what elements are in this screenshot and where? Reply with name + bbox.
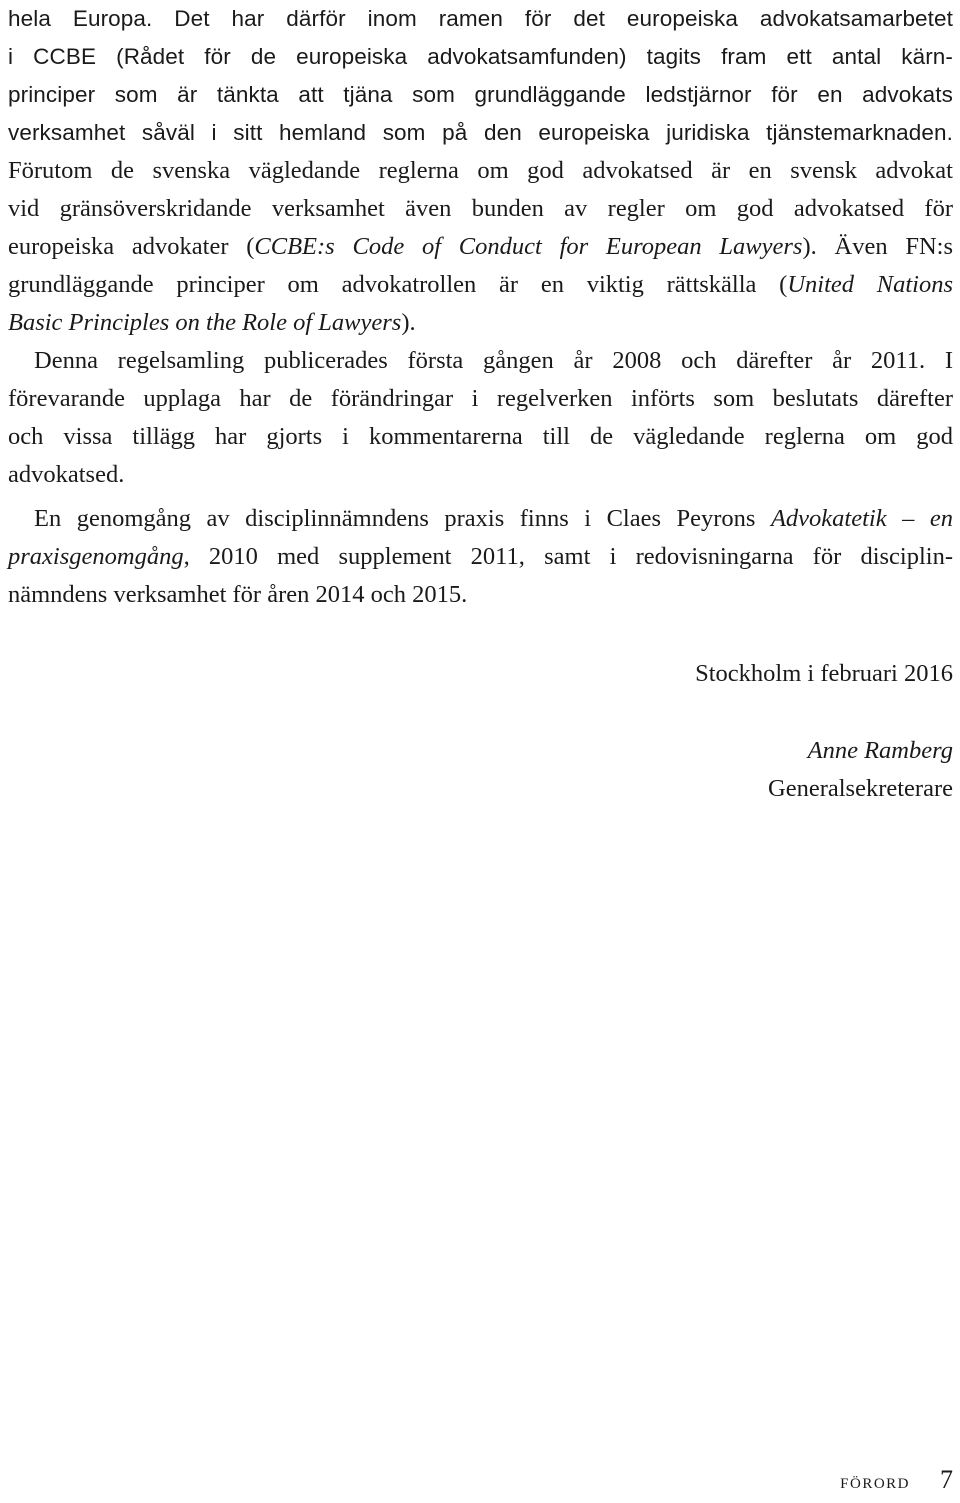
paragraph-line xyxy=(8,500,953,538)
paragraph-line: vid gränsöverskridande verksamhet även bunden av regler om god advokatsed för xyxy=(8,195,953,222)
italic-title-un-principles: United Nations xyxy=(787,271,954,298)
text-run: , 2010 med supplement 2011, samt i redovisningarna för disciplin- xyxy=(183,543,953,570)
italic-title-un-principles-cont: Basic Principles on the Role of Lawyers xyxy=(8,309,402,336)
paragraph-line: Denna regelsamling publicerades första gången år 2008 och därefter år 2011. I xyxy=(34,347,953,374)
paragraph-line: och vissa tillägg har gjorts i kommentarerna till de vägledande reglerna om god xyxy=(8,423,953,450)
text-run: En genomgång av disciplinnämndens praxis finns i Claes Peyrons xyxy=(34,505,771,532)
text-run: europeiska advokater ( xyxy=(8,233,255,260)
paragraph-line: förevarande upplaga har de förändringar i regelverken införts som beslutats därefter xyxy=(8,385,953,412)
paragraph-line xyxy=(8,228,953,266)
paragraph-line: verksamhet såväl i sitt hemland som på den europeiska juridiska tjänstemarknaden. xyxy=(8,120,953,145)
signature-name: Anne Ramberg xyxy=(807,737,953,764)
paragraph-line: i CCBE (Rådet för de europeiska advokatsamfunden) tagits fram ett antal kärn- xyxy=(8,44,953,69)
italic-title-advokatetik-cont: praxisgenomgång xyxy=(8,543,184,570)
paragraph-line xyxy=(8,304,953,342)
italic-title-advokatetik: Advokatetik – en xyxy=(770,505,953,532)
text-run: ). xyxy=(401,309,416,336)
italic-title-ccbe-code: CCBE:s Code of Conduct for European Lawyers xyxy=(254,233,803,260)
page-footer xyxy=(8,1465,953,1499)
paragraph-line xyxy=(8,266,953,304)
page-number: 7 xyxy=(940,1465,953,1494)
paragraph-line: nämndens verksamhet för åren 2014 och 2015. xyxy=(8,581,468,608)
text-run: grundläggande principer om advokatrollen är en viktig rättskälla ( xyxy=(8,271,788,298)
signature-place-date: Stockholm i februari 2016 xyxy=(695,660,953,687)
paragraph-line: Förutom de svenska vägledande reglerna om god advokatsed är en svensk advokat xyxy=(8,157,953,184)
paragraph-line: advokatsed. xyxy=(8,461,125,488)
paragraph-line xyxy=(8,538,953,576)
paragraph-line: hela Europa. Det har därför inom ramen för det europeiska advokatsamarbetet xyxy=(8,6,953,31)
document-page xyxy=(8,0,953,1503)
text-run: ). Även FN:s xyxy=(802,233,953,260)
footer-section-label: förord xyxy=(840,1468,910,1493)
signature-title: Generalsekreterare xyxy=(768,775,953,802)
paragraph-line: principer som är tänkta att tjäna som grundläggande ledstjärnor för en advokats xyxy=(8,82,953,107)
